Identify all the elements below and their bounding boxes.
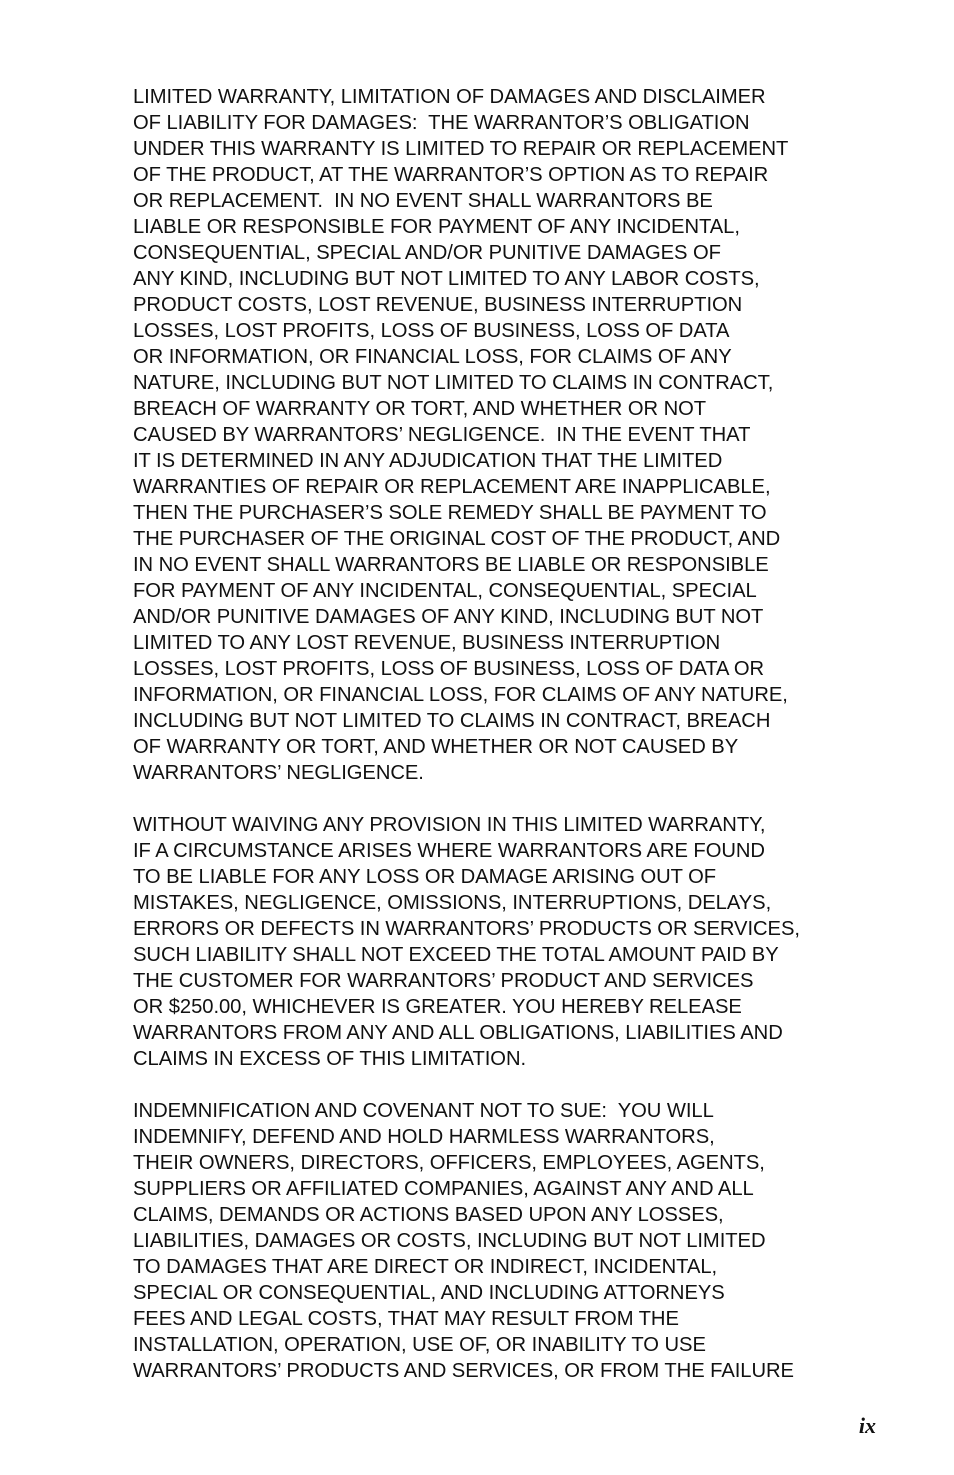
text-line: OR $250.00, WHICHEVER IS GREATER. YOU HEREBY RELEASE [133, 996, 742, 1018]
text-line: CONSEQUENTIAL, SPECIAL AND/OR PUNITIVE DAMAGES OF [133, 242, 721, 264]
text-line: IT IS DETERMINED IN ANY ADJUDICATION THAT THE LIMITED [133, 450, 723, 472]
text-line: WARRANTORS FROM ANY AND ALL OBLIGATIONS, LIABILITIES AND [133, 1022, 783, 1044]
text-line: ERRORS OR DEFECTS IN WARRANTORS’ PRODUCTS OR SERVICES, [133, 918, 800, 940]
text-line: BREACH OF WARRANTY OR TORT, AND WHETHER OR NOT [133, 398, 707, 420]
text-line: FEES AND LEGAL COSTS, THAT MAY RESULT FROM THE [133, 1308, 679, 1330]
text-line: LIABLE OR RESPONSIBLE FOR PAYMENT OF ANY INCIDENTAL, [133, 216, 740, 238]
text-line: LIMITED TO ANY LOST REVENUE, BUSINESS INTERRUPTION [133, 632, 721, 654]
text-line: IF A CIRCUMSTANCE ARISES WHERE WARRANTORS ARE FOUND [133, 840, 765, 862]
text-line: WITHOUT WAIVING ANY PROVISION IN THIS LIMITED WARRANTY, [133, 814, 766, 836]
text-line: CLAIMS IN EXCESS OF THIS LIMITATION. [133, 1048, 527, 1070]
text-line: TO DAMAGES THAT ARE DIRECT OR INDIRECT, INCIDENTAL, [133, 1256, 718, 1278]
text-line: UNDER THIS WARRANTY IS LIMITED TO REPAIR OR REPLACEMENT [133, 138, 789, 160]
text-line: OR INFORMATION, OR FINANCIAL LOSS, FOR CLAIMS OF ANY [133, 346, 732, 368]
text-line: INCLUDING BUT NOT LIMITED TO CLAIMS IN CONTRACT, BREACH [133, 710, 771, 732]
text-line: LIABILITIES, DAMAGES OR COSTS, INCLUDING BUT NOT LIMITED [133, 1230, 766, 1252]
page-number: ix [858, 1413, 876, 1438]
paragraph-liability-cap [133, 812, 893, 1072]
text-line: AND/OR PUNITIVE DAMAGES OF ANY KIND, INCLUDING BUT NOT [133, 606, 764, 628]
text-line: NATURE, INCLUDING BUT NOT LIMITED TO CLAIMS IN CONTRACT, [133, 372, 774, 394]
text-line: OF LIABILITY FOR DAMAGES: THE WARRANTOR’S OBLIGATION [133, 112, 750, 134]
body-text [133, 84, 893, 1410]
text-line: OF WARRANTY OR TORT, AND WHETHER OR NOT CAUSED BY [133, 736, 739, 758]
text-line: THEIR OWNERS, DIRECTORS, OFFICERS, EMPLOYEES, AGENTS, [133, 1152, 765, 1174]
text-line: INDEMNIFICATION AND COVENANT NOT TO SUE: YOU WILL [133, 1100, 714, 1122]
text-line: LIMITED WARRANTY, LIMITATION OF DAMAGES AND DISCLAIMER [133, 86, 766, 108]
text-line: PRODUCT COSTS, LOST REVENUE, BUSINESS INTERRUPTION [133, 294, 743, 316]
text-line: SPECIAL OR CONSEQUENTIAL, AND INCLUDING ATTORNEYS [133, 1282, 725, 1304]
text-line: INDEMNIFY, DEFEND AND HOLD HARMLESS WARRANTORS, [133, 1126, 715, 1148]
text-line: MISTAKES, NEGLIGENCE, OMISSIONS, INTERRUPTIONS, DELAYS, [133, 892, 772, 914]
text-line: ANY KIND, INCLUDING BUT NOT LIMITED TO ANY LABOR COSTS, [133, 268, 760, 290]
text-line: WARRANTIES OF REPAIR OR REPLACEMENT ARE INAPPLICABLE, [133, 476, 771, 498]
text-line: THEN THE PURCHASER’S SOLE REMEDY SHALL BE PAYMENT TO [133, 502, 767, 524]
text-line: LOSSES, LOST PROFITS, LOSS OF BUSINESS, LOSS OF DATA OR [133, 658, 765, 680]
text-line: INFORMATION, OR FINANCIAL LOSS, FOR CLAIMS OF ANY NATURE, [133, 684, 788, 706]
text-line: SUPPLIERS OR AFFILIATED COMPANIES, AGAINST ANY AND ALL [133, 1178, 754, 1200]
text-line: TO BE LIABLE FOR ANY LOSS OR DAMAGE ARISING OUT OF [133, 866, 717, 888]
text-line: THE CUSTOMER FOR WARRANTORS’ PRODUCT AND SERVICES [133, 970, 754, 992]
text-line: CLAIMS, DEMANDS OR ACTIONS BASED UPON ANY LOSSES, [133, 1204, 724, 1226]
text-line: THE PURCHASER OF THE ORIGINAL COST OF THE PRODUCT, AND [133, 528, 781, 550]
text-line: CAUSED BY WARRANTORS’ NEGLIGENCE. IN THE EVENT THAT [133, 424, 751, 446]
text-line: SUCH LIABILITY SHALL NOT EXCEED THE TOTAL AMOUNT PAID BY [133, 944, 779, 966]
paragraph-indemnification [133, 1098, 893, 1384]
text-line: IN NO EVENT SHALL WARRANTORS BE LIABLE OR RESPONSIBLE [133, 554, 769, 576]
paragraph-limited-warranty [133, 84, 893, 786]
text-line: OR REPLACEMENT. IN NO EVENT SHALL WARRANTORS BE [133, 190, 713, 212]
text-line: LOSSES, LOST PROFITS, LOSS OF BUSINESS, LOSS OF DATA [133, 320, 730, 342]
text-line: WARRANTORS’ PRODUCTS AND SERVICES, OR FROM THE FAILURE [133, 1360, 794, 1382]
text-line: OF THE PRODUCT, AT THE WARRANTOR’S OPTION AS TO REPAIR [133, 164, 769, 186]
text-line: WARRANTORS’ NEGLIGENCE. [133, 762, 424, 784]
text-line: FOR PAYMENT OF ANY INCIDENTAL, CONSEQUENTIAL, SPECIAL [133, 580, 757, 602]
text-line: INSTALLATION, OPERATION, USE OF, OR INABILITY TO USE [133, 1334, 706, 1356]
